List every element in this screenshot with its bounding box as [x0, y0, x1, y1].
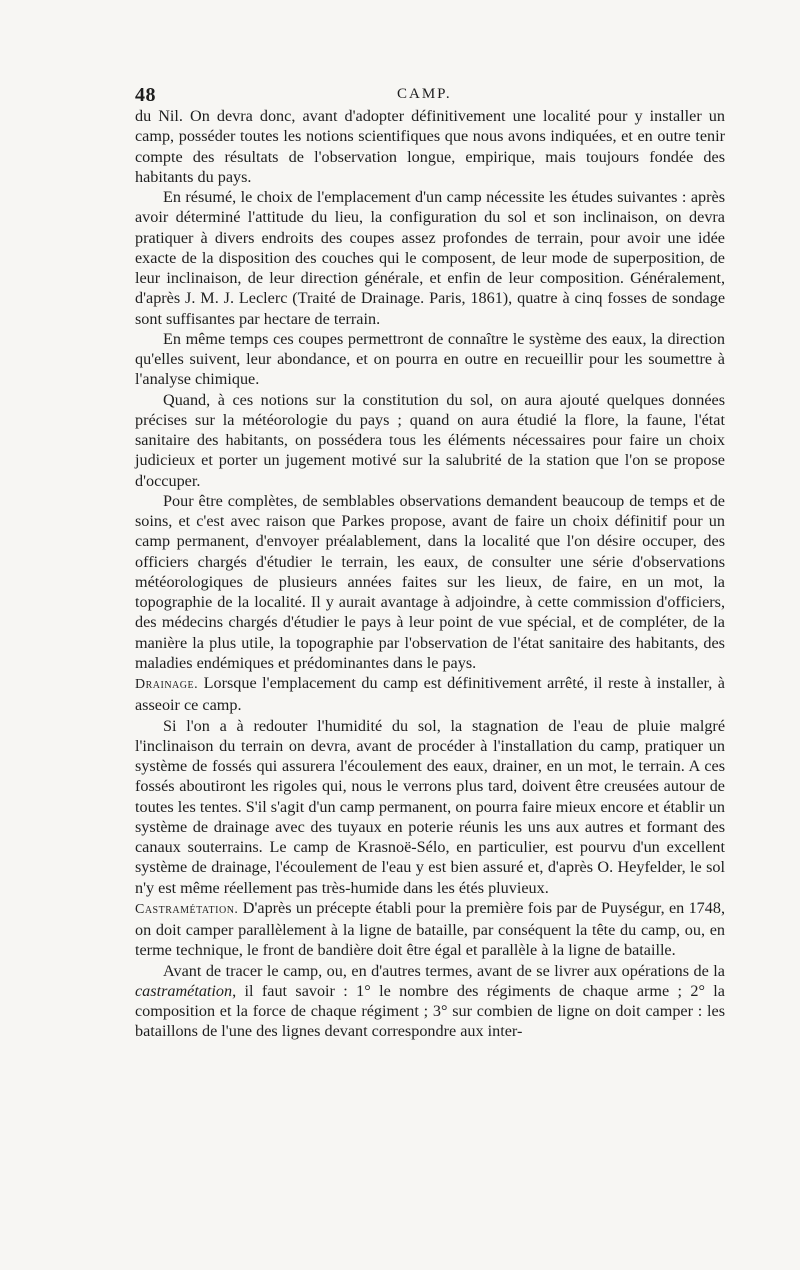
paragraph-castrametation	[135, 898, 725, 961]
final-text-part2: , il faut savoir : 1° le nombre des régiments de chaque arme ; 2° la composition et la force de chaque régiment ; 3° sur combien de ligne on doit camper : les bataillons de l'une des lignes devant correspondre aux inter-	[135, 981, 725, 1041]
drainage-text: Lorsque l'emplacement du camp est définitivement arrêté, il reste à installer, à asseoir ce camp.	[135, 674, 725, 715]
castrametation-text: D'après un précepte établi pour la première fois par de Puységur, en 1748, on doit camper parallèlement à la ligne de bataille, par conséquent la tête du camp, ou, en terme technique, le front de bandière doit être égal et parallèle à la ligne de bataille.	[135, 898, 725, 960]
paragraph-drainage	[135, 673, 725, 716]
paragraph-continuation: du Nil. On devra donc, avant d'adopter définitivement une localité pour y installer un camp, posséder toutes les notions scientifiques que nous avons indiquées, et en outre tenir compte des résultats de l'observation longue, empirique, mais toujours fondée des habitants du pays.	[135, 107, 725, 186]
running-head: CAMP.	[397, 86, 452, 102]
final-text-part1: Avant de tracer le camp, ou, en d'autres termes, avant de se livrer aux opérations de la	[163, 961, 725, 980]
body-text	[135, 106, 725, 1042]
page-number: 48	[135, 84, 156, 106]
paragraph-summary: En résumé, le choix de l'emplacement d'un camp nécessite les études suivantes : après avoir déterminé l'attitude du lieu, la configuration du sol et son inclinaison, on devra pratiquer à divers endroits des coupes assez profondes de terrain, pour avoir une idée exacte de la disposition des couches qui le composent, de leur mode de superposition, de leur inclinaison, de leur direction générale, et enfin de leur composition. Généralement, d'après J. M. J. Leclerc (Traité de Drainage. Paris, 1861), quatre à cinq fosses de sondage sont suffisantes par hectare de terrain.	[135, 188, 725, 328]
paragraph-camp-tracing	[135, 961, 725, 1042]
castrametation-heading: Castramétation.	[135, 901, 239, 917]
page-header	[135, 84, 725, 106]
paragraph-humidity: Si l'on a à redouter l'humidité du sol, la stagnation de l'eau de pluie malgré l'inclinaison du terrain on devra, avant de procéder à l'installation du camp, pratiquer un système de fossés qui assurera l'écoulement des eaux, drainer, en un mot, le terrain. A ces fossés aboutiront les rigoles qui, nous le verrons plus tard, doivent être creusées autour de toutes les tentes. S'il s'agit d'un camp permanent, on pourra faire mieux encore et établir un système de drainage avec des tuyaux en poterie réunis les uns aux autres et formant des canaux souterrains. Le camp de Krasnoë-Sélo, en particulier, est pourvu d'un excellent système de drainage, l'écoulement de l'eau y est bien assuré et, d'après O. Heyfelder, le sol n'y est même réellement pas très-humide dans les étés pluvieux.	[135, 716, 725, 897]
final-italic-term: castramétation	[135, 981, 233, 1000]
drainage-heading: Drainage.	[135, 677, 199, 692]
paragraph-observations: Pour être complètes, de semblables observations demandent beaucoup de temps et de soins, et c'est avec raison que Parkes propose, avant de faire un choix définitif pour un camp permanent, d'envoyer préalablement, dans la localité que l'on désire occuper, des officiers chargés d'étudier le terrain, les eaux, de consulter une série d'observations météorologiques de plusieurs années faites sur les lieux, de faire, en un mot, la topographie de la localité. Il y aurait avantage à adjoindre, à cette commission d'officiers, des médecins chargés d'étudier le pays à leur point de vue spécial, et de compléter, de la manière la plus utile, la topographie par l'observation de l'état sanitaire des habitants, des maladies endémiques et prédominantes dans le pays.	[135, 491, 725, 672]
paragraph-water-system: En même temps ces coupes permettront de connaître le système des eaux, la direction qu'elles suivent, leur abondance, et on pourra en outre en recueillir pour les soumettre à l'analyse chimique.	[135, 329, 725, 389]
paragraph-meteorology: Quand, à ces notions sur la constitution du sol, on aura ajouté quelques données précises sur la météorologie du pays ; quand on aura étudié la flore, la faune, l'état sanitaire des habitants, on possédera tous les éléments nécessaires pour faire un choix judicieux et porter un jugement motivé sur la salubrité de la station que l'on se propose d'occuper.	[135, 390, 725, 490]
